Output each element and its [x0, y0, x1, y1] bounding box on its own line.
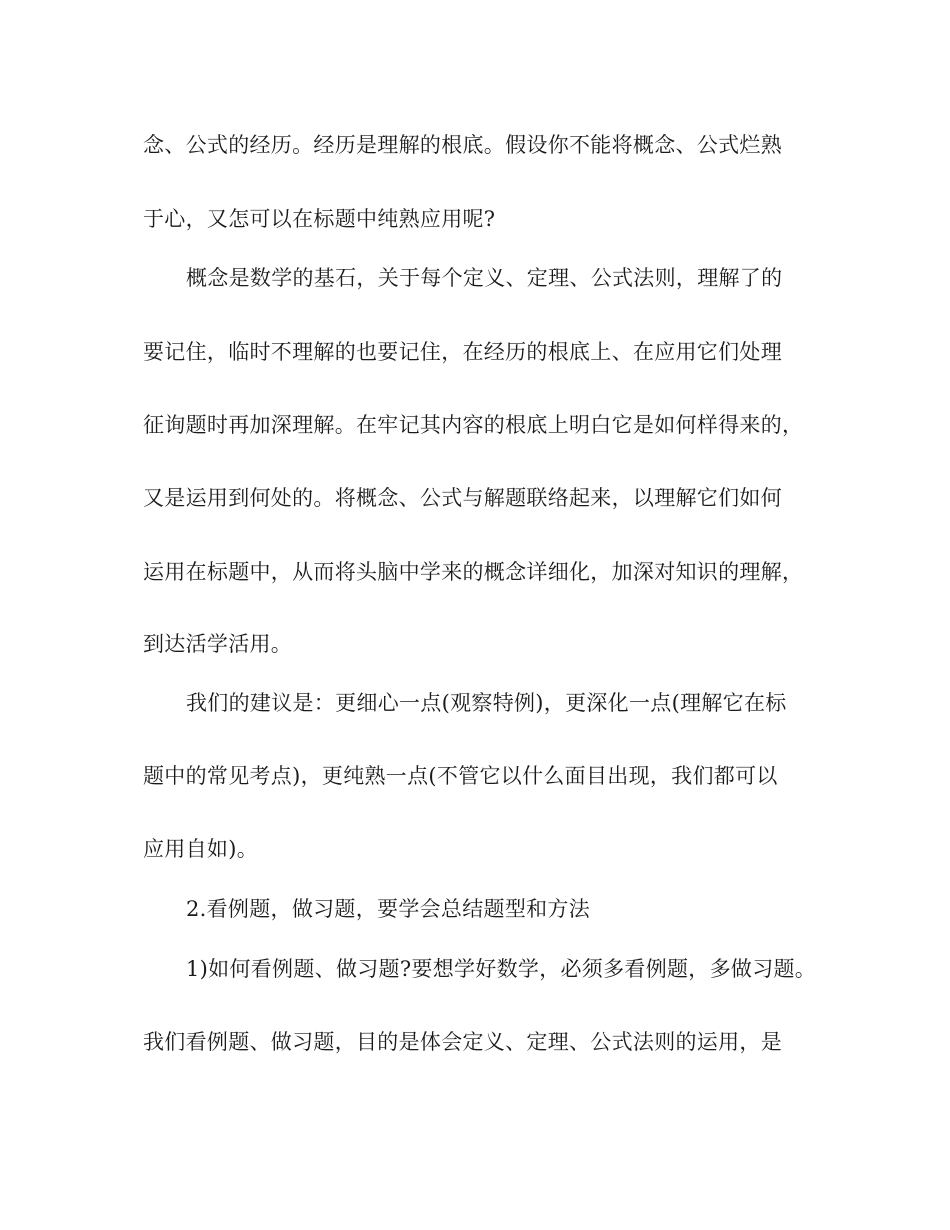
text-line: 要记住，临时不理解的也要记住，在经历的根底上、在应用它们处理 — [143, 340, 782, 364]
text-line: 应用自如)。 — [143, 837, 258, 861]
paragraph-start-line: 我们的建议是：更细心一点(观察特例)，更深化一点(理解它在标 — [186, 691, 787, 715]
section-heading: 2.看例题，做习题，要学会总结题型和方法 — [186, 897, 591, 921]
paragraph-start-line: 概念是数学的基石，关于每个定义、定理、公式法则，理解了的 — [186, 266, 783, 290]
text-line: 于心，又怎可以在标题中纯熟应用呢? — [143, 207, 496, 231]
text-line: 运用在标题中，从而将头脑中学来的概念详细化，加深对知识的理解， — [143, 560, 804, 584]
text-line: 又是运用到何处的。将概念、公式与解题联络起来，以理解它们如何 — [143, 486, 782, 510]
paragraph-start-line: 1)如何看例题、做习题?要想学好数学，必须多看例题，多做习题。 — [186, 957, 817, 981]
text-line: 我们看例题、做习题，目的是体会定义、定理、公式法则的运用，是 — [143, 1030, 782, 1054]
text-line: 到达活学活用。 — [143, 632, 293, 656]
text-line: 念、公式的经历。经历是理解的根底。假设你不能将概念、公式烂熟 — [143, 133, 782, 157]
text-line: 题中的常见考点)，更纯熟一点(不管它以什么面目出现，我们都可以 — [143, 764, 778, 788]
text-line: 征询题时再加深理解。在牢记其内容的根底上明白它是如何样得来的， — [143, 413, 804, 437]
